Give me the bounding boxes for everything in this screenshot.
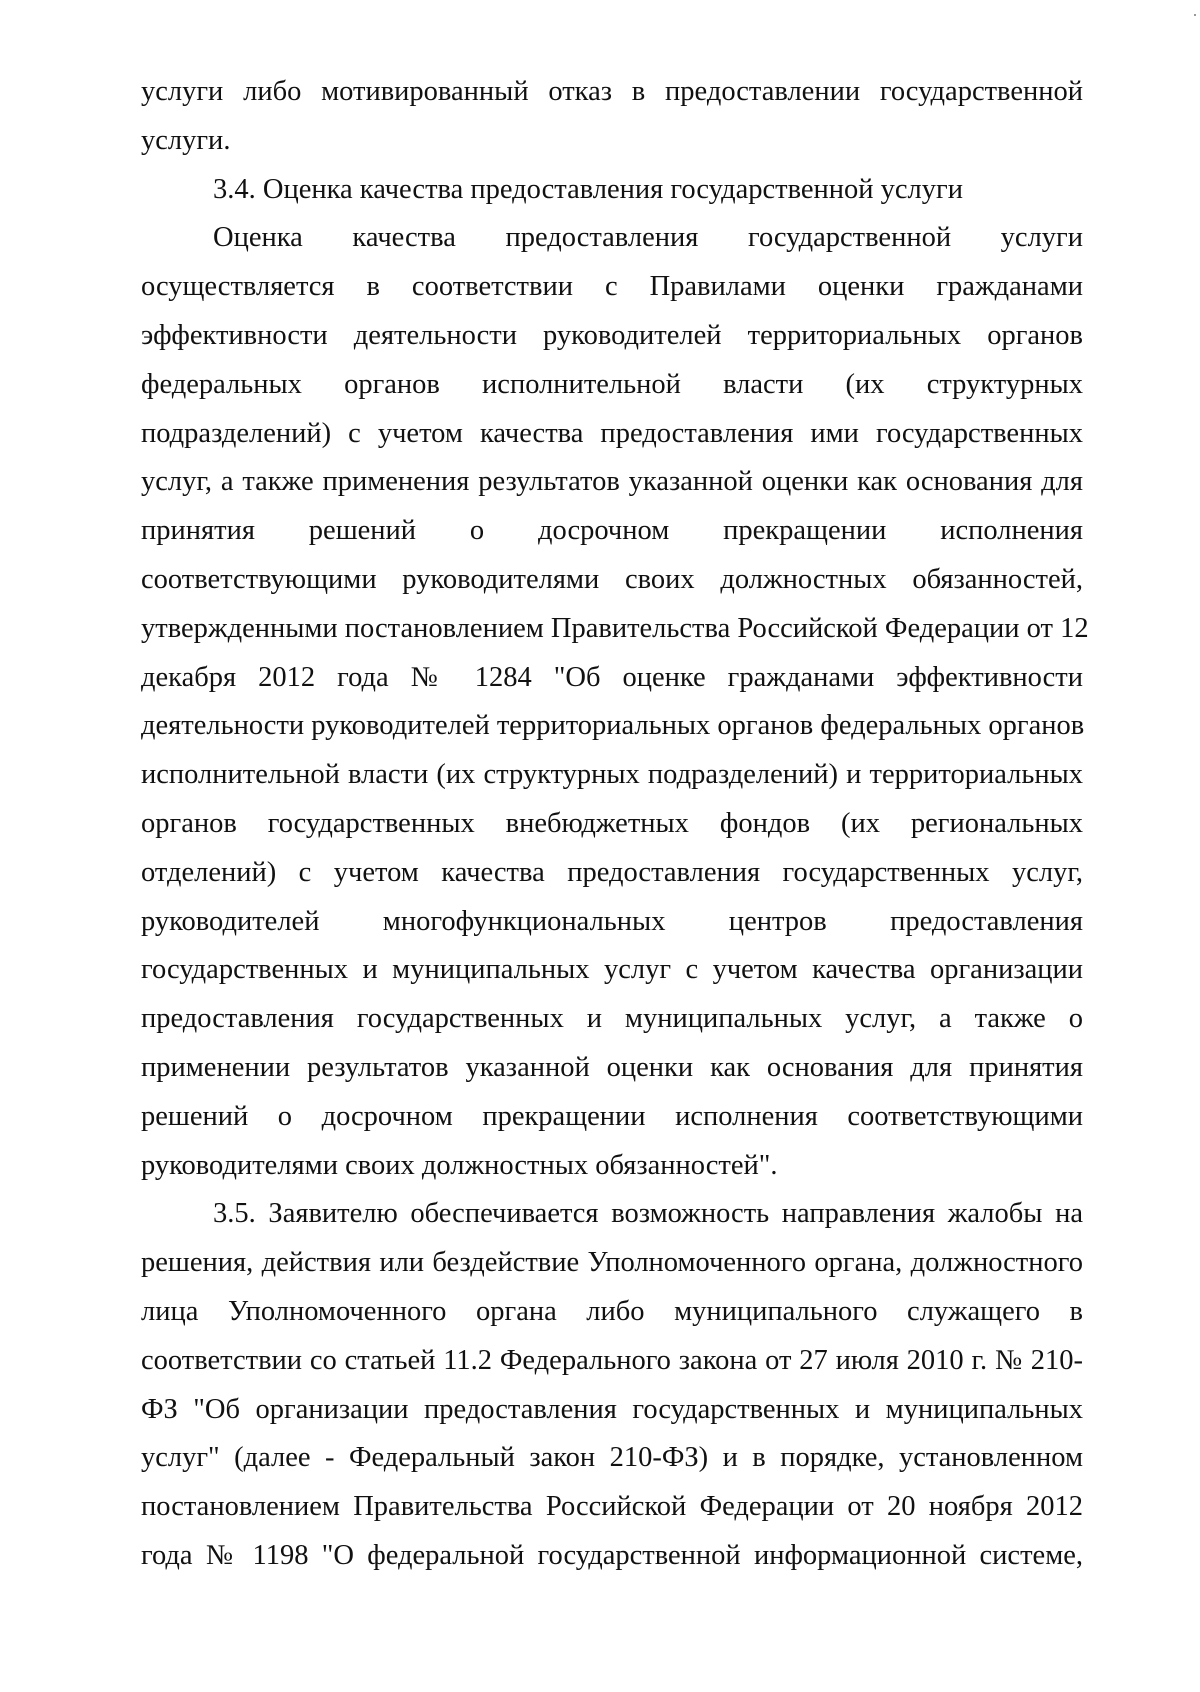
text-line: услуг, а также применения результатов указанной оценки как основания для: [141, 466, 1083, 498]
text-line: эффективности деятельности руководителей территориальных органов: [141, 319, 1083, 351]
section-heading-3-4: 3.4. Оценка качества предоставления государственной услуги: [213, 173, 963, 205]
text-line: отделений) с учетом качества предоставления государственных услуг,: [141, 856, 1083, 888]
text-line: исполнительной власти (их структурных подразделений) и территориальных: [141, 759, 1083, 791]
text-line: подразделений) с учетом качества предоставления ими государственных: [141, 417, 1083, 449]
text-line: осуществляется в соответствии с Правилами оценки гражданами: [141, 271, 1083, 303]
text-line: федеральных органов исполнительной власти (их структурных: [141, 368, 1083, 400]
text-line: лица Уполномоченного органа либо муниципального служащего в: [141, 1295, 1083, 1327]
text-line: решений о досрочном прекращении исполнения соответствующими: [141, 1100, 1083, 1132]
scan-speck: [1194, 14, 1196, 16]
text-line: государственных и муниципальных услуг с учетом качества организации: [141, 954, 1083, 986]
text-line: утвержденными постановлением Правительства Российской Федерации от 12: [141, 612, 1089, 644]
text-line: руководителями своих должностных обязанностей".: [141, 1149, 778, 1181]
text-line: соответствующими руководителями своих должностных обязанностей,: [141, 563, 1083, 595]
text-line: Оценка качества предоставления государственной услуги: [213, 222, 1083, 254]
text-line: органов государственных внебюджетных фондов (их региональных: [141, 807, 1083, 839]
text-line: декабря 2012 года № 1284 "Об оценке гражданами эффективности: [141, 661, 1083, 693]
text-line: предоставления государственных и муниципальных услуг, а также о: [141, 1003, 1083, 1035]
text-line: деятельности руководителей территориальных органов федеральных органов: [141, 710, 1085, 742]
text-line: услуги.: [141, 124, 231, 156]
text-line: руководителей многофункциональных центров предоставления: [141, 905, 1083, 937]
section-3-5-first-line: 3.5. Заявителю обеспечивается возможность направления жалобы на: [213, 1198, 1083, 1230]
document-text: [141, 68, 1089, 1581]
text-line: принятия решений о досрочном прекращении исполнения: [141, 515, 1083, 547]
text-line: услуг" (далее - Федеральный закон 210-ФЗ) и в порядке, установленном: [141, 1442, 1083, 1474]
text-line: применении результатов указанной оценки как основания для принятия: [141, 1051, 1083, 1083]
text-line: решения, действия или бездействие Уполномоченного органа, должностного: [141, 1247, 1083, 1279]
text-line: соответствии со статьей 11.2 Федерального закона от 27 июля 2010 г. № 210-: [141, 1344, 1083, 1376]
text-line: услуги либо мотивированный отказ в предоставлении государственной: [141, 76, 1083, 107]
text-line: года № 1198 "О федеральной государственной информационной системе,: [141, 1539, 1083, 1571]
text-line: ФЗ "Об организации предоставления государственных и муниципальных: [141, 1393, 1083, 1425]
text-line: постановлением Правительства Российской Федерации от 20 ноября 2012: [141, 1491, 1083, 1523]
